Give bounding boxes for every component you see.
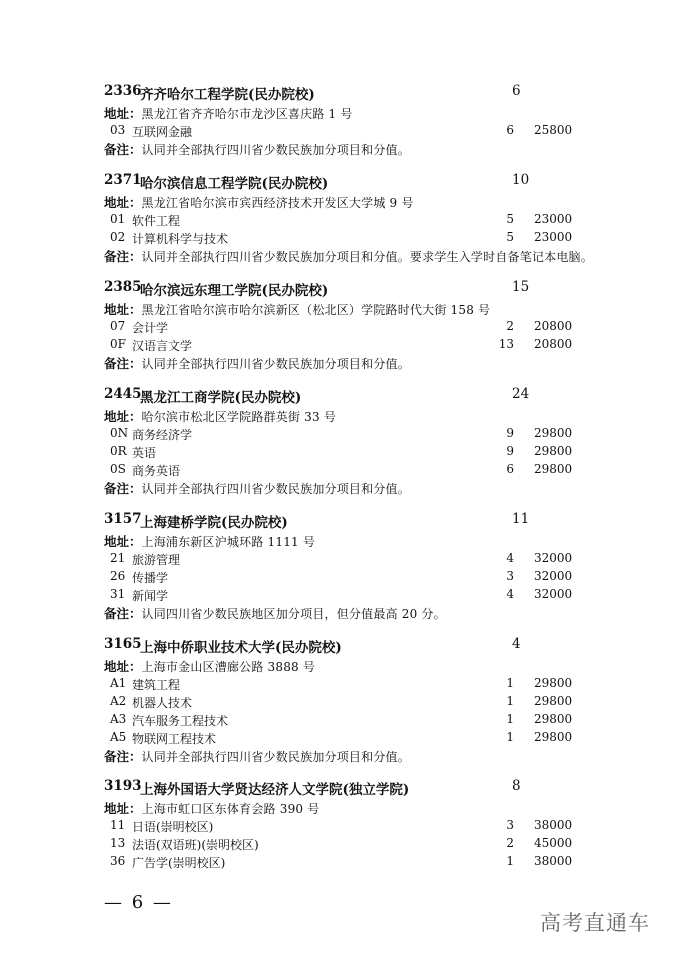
school-total: 8	[512, 778, 521, 794]
major-plan: 9	[506, 444, 514, 458]
school-header	[104, 172, 624, 194]
major-row	[104, 836, 624, 854]
major-row	[104, 551, 624, 569]
major-fee: 38000	[534, 854, 573, 868]
major-plan: 13	[498, 337, 514, 351]
school-block	[104, 279, 624, 373]
major-code: 26	[110, 569, 126, 583]
major-row	[104, 426, 624, 444]
note-text: 认同并全部执行四川省少数民族加分项目和分值。	[141, 482, 410, 496]
major-plan: 6	[506, 123, 514, 137]
address-label: 地址：	[104, 106, 142, 121]
major-name: 机器人技术	[132, 696, 193, 710]
note-label: 备注：	[104, 356, 142, 371]
school-total: 11	[512, 511, 530, 527]
address-label: 地址：	[104, 195, 142, 210]
major-row	[104, 712, 624, 730]
major-row	[104, 587, 624, 605]
school-header	[104, 83, 624, 105]
major-code: A1	[110, 676, 127, 690]
school-total: 4	[512, 636, 521, 652]
major-plan: 1	[506, 712, 514, 726]
address-label: 地址：	[104, 659, 142, 674]
major-plan: 1	[506, 730, 514, 744]
address-line	[104, 408, 624, 426]
address-text: 上海市虹口区东体育会路 390 号	[141, 802, 320, 816]
address-line	[104, 301, 624, 319]
address-line	[104, 800, 624, 818]
school-code: 2336	[104, 83, 142, 99]
major-code: 13	[110, 836, 126, 850]
note-label: 备注：	[104, 606, 142, 621]
major-name: 英语	[132, 446, 157, 460]
major-fee: 29800	[534, 444, 573, 458]
major-row	[104, 337, 624, 355]
school-total: 24	[512, 386, 530, 402]
address-line	[104, 533, 624, 551]
major-row	[104, 319, 624, 337]
major-code: A5	[110, 730, 127, 744]
major-fee: 38000	[534, 818, 573, 832]
school-name: 哈尔滨远东理工学院(民办院校)	[140, 283, 329, 299]
major-row	[104, 123, 624, 141]
school-block	[104, 636, 624, 766]
major-plan: 1	[506, 676, 514, 690]
major-name: 新闻学	[132, 589, 169, 603]
address-line	[104, 105, 624, 123]
major-name: 互联网金融	[132, 125, 193, 139]
school-block	[104, 511, 624, 623]
school-code: 3193	[104, 778, 142, 794]
note-text: 认同并全部执行四川省少数民族加分项目和分值。	[141, 143, 410, 157]
school-header	[104, 386, 624, 408]
address-text: 哈尔滨市松北区学院路群英街 33 号	[141, 410, 337, 424]
address-text: 黑龙江省哈尔滨市哈尔滨新区（松北区）学院路时代大街 158 号	[141, 303, 491, 317]
school-name: 上海外国语大学贤达经济人文学院(独立学院)	[140, 782, 410, 798]
note-label: 备注：	[104, 481, 142, 496]
major-name: 商务英语	[132, 464, 181, 478]
major-plan: 1	[506, 694, 514, 708]
school-header	[104, 636, 624, 658]
major-plan: 2	[506, 319, 514, 333]
major-row	[104, 569, 624, 587]
major-plan: 3	[506, 818, 514, 832]
major-fee: 29800	[534, 730, 573, 744]
major-name: 计算机科学与技术	[132, 232, 229, 246]
major-row	[104, 462, 624, 480]
major-code: 11	[110, 818, 126, 832]
note-line	[104, 248, 624, 266]
major-fee: 29800	[534, 694, 573, 708]
major-code: 0N	[110, 426, 129, 440]
major-name: 日语(崇明校区)	[132, 820, 214, 834]
major-plan: 4	[506, 551, 514, 565]
major-fee: 32000	[534, 569, 573, 583]
school-header	[104, 511, 624, 533]
major-plan: 4	[506, 587, 514, 601]
major-name: 传播学	[132, 571, 169, 585]
address-line	[104, 194, 624, 212]
address-label: 地址：	[104, 409, 142, 424]
note-label: 备注：	[104, 249, 142, 264]
major-code: 02	[110, 230, 126, 244]
note-line	[104, 605, 624, 623]
major-row	[104, 730, 624, 748]
address-line	[104, 658, 624, 676]
major-plan: 2	[506, 836, 514, 850]
major-name: 软件工程	[132, 214, 181, 228]
major-row	[104, 854, 624, 872]
major-name: 旅游管理	[132, 553, 181, 567]
school-code: 3157	[104, 511, 142, 527]
major-code: 07	[110, 319, 126, 333]
major-plan: 9	[506, 426, 514, 440]
address-label: 地址：	[104, 801, 142, 816]
major-fee: 23000	[534, 212, 573, 226]
note-line	[104, 355, 624, 373]
school-total: 15	[512, 279, 530, 295]
address-label: 地址：	[104, 534, 142, 549]
school-header	[104, 279, 624, 301]
major-row	[104, 694, 624, 712]
school-code: 3165	[104, 636, 142, 652]
note-text: 认同并全部执行四川省少数民族加分项目和分值。	[141, 750, 410, 764]
major-fee: 20800	[534, 319, 573, 333]
page-number: — 6 —	[104, 892, 173, 913]
major-row	[104, 818, 624, 836]
major-fee: 23000	[534, 230, 573, 244]
address-label: 地址：	[104, 302, 142, 317]
major-code: A2	[110, 694, 127, 708]
major-fee: 32000	[534, 587, 573, 601]
note-label: 备注：	[104, 749, 142, 764]
school-block	[104, 172, 624, 266]
major-fee: 29800	[534, 676, 573, 690]
major-code: 0F	[110, 337, 126, 351]
major-name: 广告学(崇明校区)	[132, 856, 226, 870]
major-code: 01	[110, 212, 126, 226]
note-line	[104, 748, 624, 766]
note-text: 认同并全部执行四川省少数民族加分项目和分值。要求学生入学时自备笔记本电脑。	[141, 250, 593, 264]
major-fee: 25800	[534, 123, 573, 137]
major-code: 31	[110, 587, 126, 601]
school-block	[104, 778, 624, 872]
major-code: 0S	[110, 462, 126, 476]
major-fee: 29800	[534, 426, 573, 440]
major-code: 0R	[110, 444, 127, 458]
major-plan: 5	[506, 212, 514, 226]
major-row	[104, 676, 624, 694]
school-name: 黑龙江工商学院(民办院校)	[140, 390, 302, 406]
major-name: 商务经济学	[132, 428, 193, 442]
major-plan: 3	[506, 569, 514, 583]
address-text: 黑龙江省齐齐哈尔市龙沙区喜庆路 1 号	[141, 107, 353, 121]
note-text: 认同四川省少数民族地区加分项目，但分值最高 20 分。	[141, 607, 446, 621]
school-total: 6	[512, 83, 521, 99]
major-name: 建筑工程	[132, 678, 181, 692]
major-plan: 5	[506, 230, 514, 244]
address-text: 上海浦东新区沪城环路 1111 号	[141, 535, 316, 549]
school-total: 10	[512, 172, 530, 188]
major-fee: 29800	[534, 712, 573, 726]
major-plan: 1	[506, 854, 514, 868]
major-code: 36	[110, 854, 126, 868]
address-text: 上海市金山区漕廊公路 3888 号	[141, 660, 316, 674]
major-code: 21	[110, 551, 126, 565]
major-name: 法语(双语班)(崇明校区)	[132, 838, 259, 852]
major-code: A3	[110, 712, 127, 726]
note-text: 认同并全部执行四川省少数民族加分项目和分值。	[141, 357, 410, 371]
major-name: 汽车服务工程技术	[132, 714, 229, 728]
major-code: 03	[110, 123, 126, 137]
school-name: 齐齐哈尔工程学院(民办院校)	[140, 87, 315, 103]
major-fee: 45000	[534, 836, 573, 850]
major-plan: 6	[506, 462, 514, 476]
major-row	[104, 444, 624, 462]
major-name: 汉语言文学	[132, 339, 193, 353]
major-row	[104, 230, 624, 248]
school-header	[104, 778, 624, 800]
major-name: 物联网工程技术	[132, 732, 217, 746]
major-row	[104, 212, 624, 230]
major-fee: 20800	[534, 337, 573, 351]
school-code: 2445	[104, 386, 142, 402]
note-line	[104, 480, 624, 498]
school-code: 2371	[104, 172, 142, 188]
watermark: 高考直通车	[540, 911, 650, 935]
major-name: 会计学	[132, 321, 169, 335]
address-text: 黑龙江省哈尔滨市宾西经济技术开发区大学城 9 号	[141, 196, 414, 210]
school-block	[104, 83, 624, 159]
school-name: 上海中侨职业技术大学(民办院校)	[140, 640, 342, 656]
school-name: 哈尔滨信息工程学院(民办院校)	[140, 176, 329, 192]
school-name: 上海建桥学院(民办院校)	[140, 515, 288, 531]
major-fee: 29800	[534, 462, 573, 476]
note-label: 备注：	[104, 142, 142, 157]
school-code: 2385	[104, 279, 142, 295]
school-block	[104, 386, 624, 498]
note-line	[104, 141, 624, 159]
major-fee: 32000	[534, 551, 573, 565]
